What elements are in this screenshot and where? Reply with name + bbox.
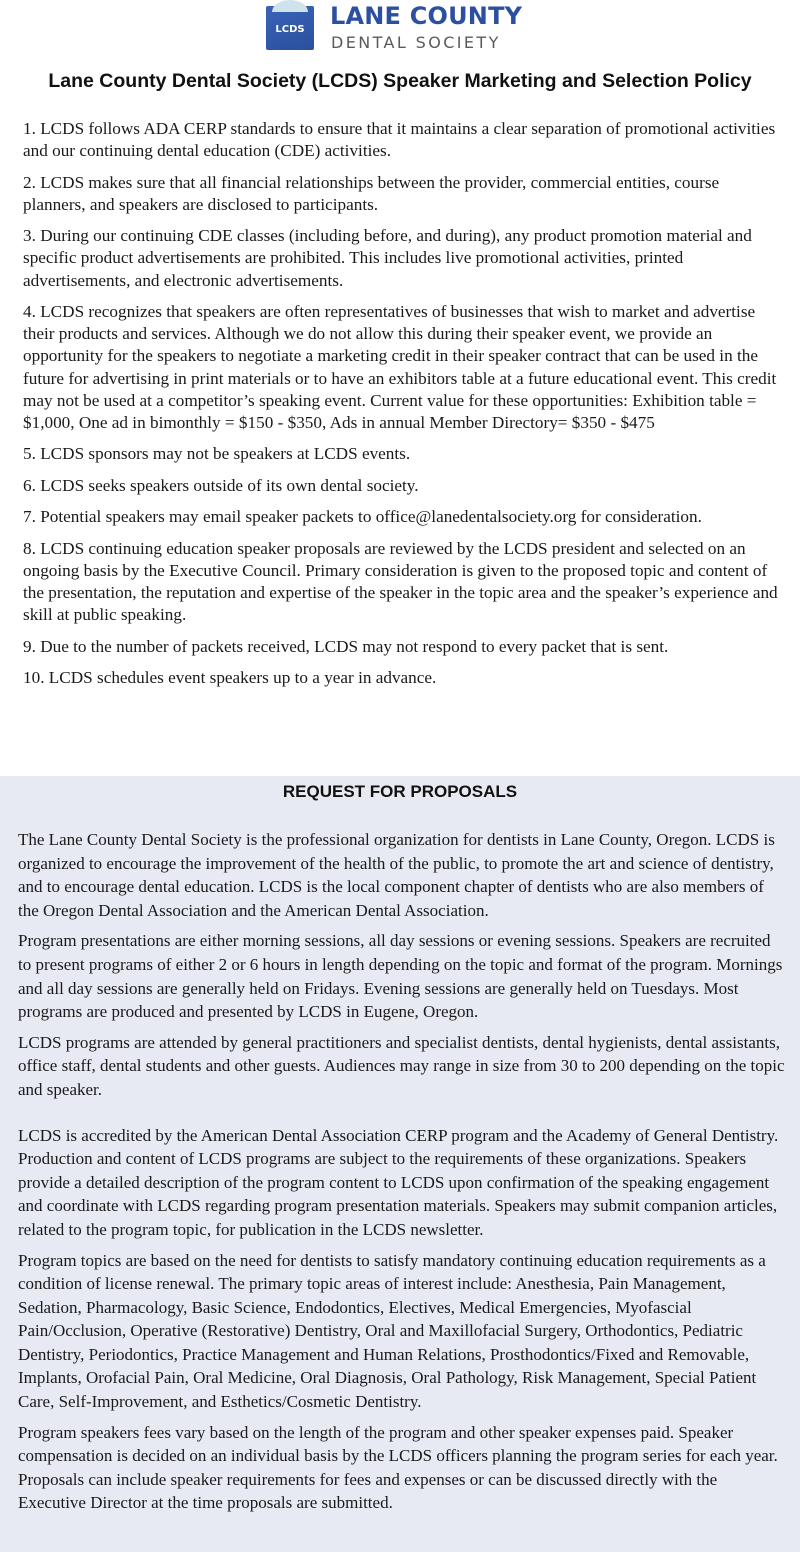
org-subtitle: DENTAL SOCIETY: [331, 33, 501, 52]
rfp-paragraph: LCDS is accredited by the American Dental Association CERP program and the Academy of General Dentistry. Production and content of LCDS programs are subject to the requirements of these organizations. Speakers provide a detailed description of the program content to LCDS upon confirmation of the speaking engagement and coordinate with LCDS regarding program presentation materials. Speakers may submit companion articles, related to the program topic, for publication in the LCDS newsletter.: [18, 1125, 779, 1239]
policy-item: 4. LCDS recognizes that speakers are often representatives of businesses that wish to market and advertise their products and services. Although we do not allow this during their speaker event, we provide an opportunity for the speakers to negotiate a marketing credit in their speaker contract that can be used in the future for advertising in print materials or to have an exhibitors table at a future educational event. This credit may not be used at a competitor’s speaking event. Current value for these opportunities: Exhibition table = $1,000, One ad in bimonthly = $150 - $350, Ads in annual Member Directory= $350 - $475: [23, 301, 777, 432]
org-name: LANE COUNTY: [330, 2, 523, 30]
rfp-body: [18, 828, 786, 1522]
lcds-logo: [266, 6, 318, 52]
rfp-paragraph: Program topics are based on the need for dentists to satisfy mandatory continuing education requirements as a condition of license renewal. The primary topic areas of interest include: Anesthesia, Pain Management, Sedation, Pharmacology, Basic Science, Endodontics, Electives, Medical Emergencies, Myofascial Pain/Occlusion, Operative (Restorative) Dentistry, Oral and Maxillofacial Surgery, Orthodontics, Pediatric Dentistry, Periodontics, Practice Management and Human Relations, Prosthodontics/Fixed and Removable, Implants, Orofacial Pain, Oral Medicine, Oral Diagnosis, Oral Pathology, Risk Management, Special Patient Care, Self-Improvement, and Esthetics/Cosmetic Dentistry.: [18, 1250, 766, 1412]
logo-text: LCDS: [275, 24, 305, 35]
policy-item: 2. LCDS makes sure that all financial relationships between the provider, commercial entities, course planners, and speakers are disclosed to participants.: [23, 172, 720, 214]
rfp-title: REQUEST FOR PROPOSALS: [282, 782, 518, 801]
policy-item: 7. Potential speakers may email speaker packets to office@lanedentalsociety.org for consideration.: [23, 507, 702, 527]
policy-item: 10. LCDS schedules event speakers up to a year in advance.: [23, 667, 437, 687]
request-for-proposals-section: [0, 776, 800, 1552]
policy-list: [23, 118, 784, 698]
rfp-paragraph: Program speakers fees vary based on the length of the program and other speaker expenses paid. Speaker compensation is decided on an individual basis by the LCDS officers planning the program series for each year. Proposals can include speaker requirements for fees and expenses or can be discussed directly with the Executive Director at the time proposals are submitted.: [18, 1422, 778, 1513]
policy-title: Lane County Dental Society (LCDS) Speaker Marketing and Selection Policy: [48, 70, 752, 92]
policy-item: 1. LCDS follows ADA CERP standards to ensure that it maintains a clear separation of promotional activities and our continuing dental education (CDE) activities.: [23, 119, 776, 161]
policy-item: 8. LCDS continuing education speaker proposals are reviewed by the LCDS president and selected on an ongoing basis by the Executive Council. Primary consideration is given to the proposed topic and content of the presentation, the reputation and expertise of the speaker in the topic area and the speaker’s experience and skill at public speaking.: [23, 538, 778, 625]
header: [0, 0, 800, 62]
rfp-paragraph: Program presentations are either morning sessions, all day sessions or evening sessions. Speakers are recruited to present programs of either 2 or 6 hours in length depending on the topic and format of the program. Mornings and all day sessions are generally held on Fridays. Evening sessions are generally held on Tuesdays. Most programs are produced and presented by LCDS in Eugene, Oregon.: [18, 931, 783, 1022]
rfp-paragraph: LCDS programs are attended by general practitioners and specialist dentists, dental hygienists, dental assistants, office staff, dental students and other guests. Audiences may range in size from 30 to 200 depending on the topic and speaker.: [18, 1032, 785, 1099]
policy-item: 6. LCDS seeks speakers outside of its own dental society.: [23, 475, 419, 495]
policy-item: 3. During our continuing CDE classes (including before, and during), any product promotion material and specific product advertisements are prohibited. This includes live promotional activities, printed advertisements, and electronic advertisements.: [23, 226, 752, 290]
rfp-paragraph: The Lane County Dental Society is the professional organization for dentists in Lane County, Oregon. LCDS is organized to encourage the improvement of the health of the public, to promote the art and science of dentistry, and to encourage dental education. LCDS is the local component chapter of dentists who are also members of the Oregon Dental Association and the American Dental Association.: [18, 830, 775, 920]
policy-item: 9. Due to the number of packets received, LCDS may not respond to every packet that is sent.: [23, 636, 669, 656]
policy-item: 5. LCDS sponsors may not be speakers at LCDS events.: [23, 444, 411, 464]
